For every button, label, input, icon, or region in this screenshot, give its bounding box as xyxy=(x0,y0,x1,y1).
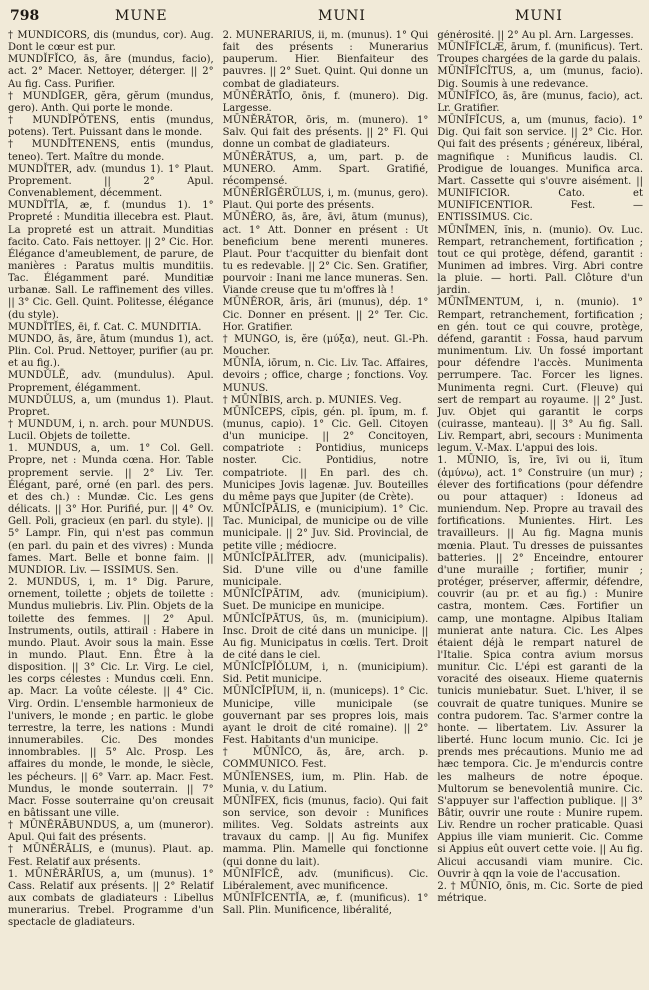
dictionary-entry: MUNDĬTER, adv. (mundus 1). 1° Plaut. Proprement. || 2° Apul. Convenablement, décemment. xyxy=(8,163,214,200)
dictionary-entry: † MŪNĬCO, ās, āre, arch. p. COMMUNICO. Fest. xyxy=(222,747,429,771)
dictionary-entry: MŪNĪMENTUM, i, n. (munio). 1° Rempart, retranchement, fortification ; en gén. tout ce qui couvre, protège, défend, garantit : Fossa, haud parvum munimentum. Liv. Un fossé important pour défendre l'accès. Munimenta perrumpere. Tac. Forcer les lignes. Munimenta regni. Curt. (Fleuve) qui sert de rempart au royaume. || 2° Just. Juv. Objet qui garantit le corps (cuirasse, manteau). || 3° Au fig. Sall. Liv. Rempart, abri, secours : Munimenta legum. V.-Max. L'appui des lois. xyxy=(437,297,643,455)
dictionary-entry: MŪNĬCĬPĀLIS, e (municipium). 1° Cic. Tac. Municipal, de municipe ou de ville municipale. || 2° Juv. Sid. Provincial, de petite ville ; médiocre. xyxy=(222,504,429,552)
dictionary-entry: MŪNĔRĀTOR, ōris, m. (munero). 1° Salv. Qui fait des présents. || 2° Fl. Qui donne un combat de gladiateurs. xyxy=(222,115,429,151)
dictionary-entry: † MŪNĬBIS, arch. p. MUNIES. Veg. xyxy=(222,394,402,406)
dictionary-entry: 2. † MŪNIO, ōnis, m. Cic. Sorte de pied métrique. xyxy=(437,880,643,905)
dictionary-entry: MŪNĪMEN, ĭnis, n. (munio). Ov. Luc. Rempart, retranchement, fortification ; tout ce qui protège, défend, garantit : Munimen ad imbres. Virg. Abri contre la pluie. — horti. Pall. Clôture d'un jardin. xyxy=(437,224,643,297)
dictionary-entry: MŪNĬCEPS, cĭpis, gén. pl. ĭpum, m. f. (munus, capio). 1° Cic. Gell. Citoyen d'un municipe. || 2° Concitoyen, compatriote : Pontidius, municeps noster. Cic. Pontidius, notre compatriote. || En parl. des ch. Municipes Jovis lagenæ. Juv. Bouteilles du même pays que Jupiter (de Crète). xyxy=(222,406,429,503)
dictionary-entry: † MŪNĔRĀLIS, e (munus). Plaut. ap. Fest. Relatif aux présents. xyxy=(8,844,214,868)
dictionary-entry: MŪNĔRĬGĔRŬLUS, i, m. (munus, gero). Plaut. Qui porte des présents. xyxy=(222,188,429,212)
dictionary-entry: MŪNĬCĬPĬŎLUM, i, n. (municipium). Sid. Petit municipe. xyxy=(222,662,429,686)
dictionary-entry: † MŪNĔRĀBUNDUS, a, um (muneror). Apul. Qui fait des présents. xyxy=(8,820,214,844)
dictionary-entry: MŪNĔROR, āris, āri (munus), dép. 1° Cic. Donner en présent. || 2° Ter. Cic. Hor. Gratifier. xyxy=(222,297,429,333)
dictionary-entry: MŪNĬFĬCĬTUS, a, um (munus, facio). Dig. Soumis à une redevance. xyxy=(437,66,643,90)
dictionary-entry: MŪNĬFĬCUS, a, um (munus, facio). 1° Dig. Qui fait son service. || 2° Cic. Hor. Qui fait des présents ; généreux, libéral, magnifique : Munificus laudis. Cl. Prodigue de louanges. Munifica arca. Mart. Cassette qui s'ouvre aisément. || MUNIFICIOR. Cato. et MUNIFICENTIOR. Fest. — ENTISSIMUS. Cic. xyxy=(437,115,643,224)
dictionary-entry: MŪNĬFĬCLÆ, ārum, f. (munificus). Tert. Troupes chargées de la garde du palais. xyxy=(437,42,643,66)
running-head-left: MUNE xyxy=(115,8,168,24)
dictionary-entry: MŪNĬCĬPĀTIM, adv. (municipium). Suet. De municipe en municipe. xyxy=(222,589,429,613)
dictionary-entry: 2. MŪNĔRĀRĬUS, ii, m. (munus). 1° Qui fait des présents : Munerarius pauperum. Hier. Bienfaiteur des pauvres. || 2° Suet. Quint. Qui donne un combat de gladiateurs. xyxy=(222,30,429,90)
dictionary-entry: MUNDĬTĬA, æ, f. (mundus 1). 1° Propreté : Munditia illecebra est. Plaut. La propreté est un attrait. Munditias facito. Cato. Fais nettoyer. || 2° Cic. Hor. Élégance d'ameublement, de parure, de manières : Paratus multis munditiis. Tac. Élégamment paré. Munditiæ urbanæ. Sall. Le raffinement des villes. || 3° Cic. Gell. Quint. Politesse, élégance (du style). xyxy=(8,200,214,321)
dictionary-entry: MŪNĬFĬCENTĬA, æ, f. (munificus). 1° Sall. Plin. Munificence, libéralité, xyxy=(222,893,429,917)
dictionary-entry: MUNDĬTĬES, ēi, f. Cat. C. MUNDITIA. xyxy=(8,321,202,333)
dictionary-entry: † MUNDĬCŌRS, dis (mundus, cor). Aug. Dont le cœur est pur. xyxy=(8,30,214,54)
dictionary-entry: MUNDĬFĬCO, ās, āre (mundus, facio), act. 2° Macer. Nettoyer, déterger. || 2° Au fig. Cass. Purifier. xyxy=(8,54,214,90)
columns-container xyxy=(8,30,643,986)
dictionary-entry: 2. MUNDUS, i, m. 1° Dig. Parure, ornement, toilette ; objets de toilette : Mundus muliebris. Liv. Plin. Objets de la toilette des femmes. || 2° Apul. Instruments, outils, attirail : Habere in mundo. Plaut. Avoir sous la main. Esse in mundo. Plaut. Enn. Être à la disposition. || 3° Cic. Lr. Virg. Le ciel, les corps célestes : Mundus cœli. Enn. ap. Macr. La voûte céleste. || 4° Cic. Virg. Ordin. L'ensemble harmonieux de l'univers, le monde ; en partic. le globe terrestre, la terre, les nations : Mundi innumerabiles. Cic. Des mondes innombrables. || 5° Alc. Prosp. Les affaires du monde, le monde, le siècle, les pécheurs. || 6° Varr. ap. Macr. Fest. Mundus, le monde souterrain. || 7° Macr. Fosse souterraine qu'on creusait en bâtissant une ville. xyxy=(8,577,214,819)
column-1 xyxy=(8,30,214,986)
dictionary-entry: † MUNGO, is, ĕre (μύξα), neut. Gl.-Ph. Moucher. xyxy=(222,333,429,358)
dictionary-entry: MŪNĬCĬPĀTUS, ūs, m. (municipium). Insc. Droit de cité dans un municipe. || Au fig. Municipatus in cœlis. Tert. Droit de cité dans le ciel. xyxy=(222,613,429,661)
running-head-right: MUNI xyxy=(515,8,563,24)
dictionary-entry: † MUNDUM, i, n. arch. pour MUNDUS. Lucil. Objets de toilette. xyxy=(8,419,214,443)
dictionary-entry: MUNDŬLĒ, adv. (mundulus). Apul. Proprement, élégamment. xyxy=(8,370,214,394)
dictionary-entry: générosité. || 2° Au pl. Arn. Largesses. xyxy=(437,30,634,41)
page-number: 798 xyxy=(10,8,40,24)
dictionary-entry: MŪNĬFEX, ficis (munus, facio). Qui fait son service, son devoir : Munifices milites. Veg. Soldats astreints aux travaux du camp. || Au fig. Munifex mamma. Plin. Mamelle qui fonctionne (qui donne du lait). xyxy=(222,795,429,868)
dictionary-entry: 1. MŪNĔRĀRĬUS, a, um (munus). 1° Cass. Relatif aux présents. || 2° Relatif aux combats de gladiateurs : Libellus munerarius. Trebel. Programme d'un spectacle de gladiateurs. xyxy=(8,868,214,929)
dictionary-entry: MŪNĬCĬPĬUM, ii, n. (municeps). 1° Cic. Municipe, ville municipale (se gouvernant par ses propres lois, mais ayant le droit de cité romaine). || 2° Fest. Habitants d'un municipe. xyxy=(222,686,429,747)
dictionary-entry: 1. MUNDUS, a, um. 1° Col. Gell. Propre, net : Munda cœna. Hor. Table proprement servie. || 2° Liv. Ter. Élégant, paré, orné (en parl. des pers. et des ch.) : Mundæ. Cic. Les gens délicats. || 3° Hor. Purifié, pur. || 4° Ov. Gell. Poli, gracieux (en parl. du style). || 5° Lampr. Fin, qui n'est pas commun (en parl. du pain et des vivres) : Munda fames. Mart. Belle et bonne faim. || MUNDIOR. Liv. — ISSIMUS. Sen. xyxy=(8,443,214,576)
dictionary-entry: MŪNĬENSES, ium, m. Plin. Hab. de Munia, v. du Latium. xyxy=(222,771,429,795)
dictionary-entry: MŪNĔRĀTĬO, ōnis, f. (munero). Dig. Largesse. xyxy=(222,90,429,114)
column-3 xyxy=(437,30,643,986)
dictionary-entry: † MUNDĬTENENS, entis (mundus, teneo). Tert. Maître du monde. xyxy=(8,139,214,163)
dictionary-entry: MŪNĔRO, ās, āre, āvi, ātum (munus), act. 1° Att. Donner en présent : Ut beneficium bene merenti muneres. Plaut. Pour t'acquitter du bienfait dont tu es redevable. || 2° Cic. Sen. Gratifier, pourvoir : Inani me lance muneras. Sen. Viande creuse que tu m'offres là ! xyxy=(222,212,429,297)
dictionary-entry: MŪNĬFĬCO, ās, āre (munus, facio), act. Lr. Gratifier. xyxy=(437,90,643,114)
dictionary-entry: MUNDO, ās, āre, ātum (mundus 1), act. Plin. Col. Prud. Nettoyer, purifier (au pr. et au fig.). xyxy=(8,333,214,370)
dictionary-entry: † MUNDĬGER, gĕra, gĕrum (mundus, gero). Anth. Qui porte le monde. xyxy=(8,90,214,114)
running-head-center: MUNI xyxy=(318,8,366,24)
dictionary-entry: MUNDŬLUS, a, um (mundus 1). Plaut. Propret. xyxy=(8,394,214,418)
column-2 xyxy=(223,30,429,986)
dictionary-entry: MŪNĬA, iōrum, n. Cic. Liv. Tac. Affaires, devoirs ; office, charge ; fonctions. Voy. MUNUS. xyxy=(222,358,429,394)
dictionary-entry: 1. MŪNIO, īs, īre, īvi ou ii, ītum (ἀμύνω), act. 1° Construire (un mur) ; élever des fortifications (pour défendre ou pour attaquer) : Idoneus ad muniendum. Nep. Propre au travail des fortifications. Munientes. Hirt. Les travailleurs. || Au fig. Magna munis mœnia. Plaut. Tu dresses de puissantes batteries. || 2° Enceindre, entourer d'une muraille ; fortifier, munir ; protéger, préserver, affermir, défendre, couvrir (au pr. et au fig.) : Munire castra, montem. Cæs. Fortifier un camp, une montagne. Alpibus Italiam munierat ante natura. Cic. Les Alpes étaient déjà le rempart naturel de l'Italie. Spica contra avium morsus munitur. Cic. L'épi est garanti de la voracité des oiseaux. Hieme quaternis tunicis muniebatur. Suet. L'hiver, il se couvrait de quatre tuniques. Munire se contra pudorem. Tac. S'armer contre la honte. — libertatem. Liv. Assurer la liberté. Hunc locum munio. Cic. Ici je prends mes précautions. Munio me ad hæc tempora. Cic. Je m'endurcis contre les malheurs de notre époque. Multorum se benevolentiâ munire. Cic. S'appuyer sur l'affection publique. || 3° Bâtir, ouvrir une route : Munire rupem. Liv. Rendre un rocher praticable. Quasi Appius ille viam munierit. Cic. Comme si Appius eût ouvert cette voie. || Au fig. Alicui accusandi viam munire. Cic. Ouvrir à qqn la voie de l'accusation. xyxy=(437,455,643,880)
dictionary-entry: MŪNĔRĀTUS, a, um, part. p. de MUNERO. Amm. Spart. Gratifié, récompensé. xyxy=(222,151,429,187)
dictionary-entry: † MUNDĬPŎTENS, entis (mundus, potens). Tert. Puissant dans le monde. xyxy=(8,115,214,139)
page-header xyxy=(0,0,649,30)
dictionary-entry: MŪNĬFĬCĒ, adv. (munificus). Cic. Libéralement, avec munificence. xyxy=(222,868,429,892)
dictionary-entry: MŪNĬCĬPĀLĬTER, adv. (municipalis). Sid. D'une ville ou d'une famille municipale. xyxy=(222,552,429,589)
